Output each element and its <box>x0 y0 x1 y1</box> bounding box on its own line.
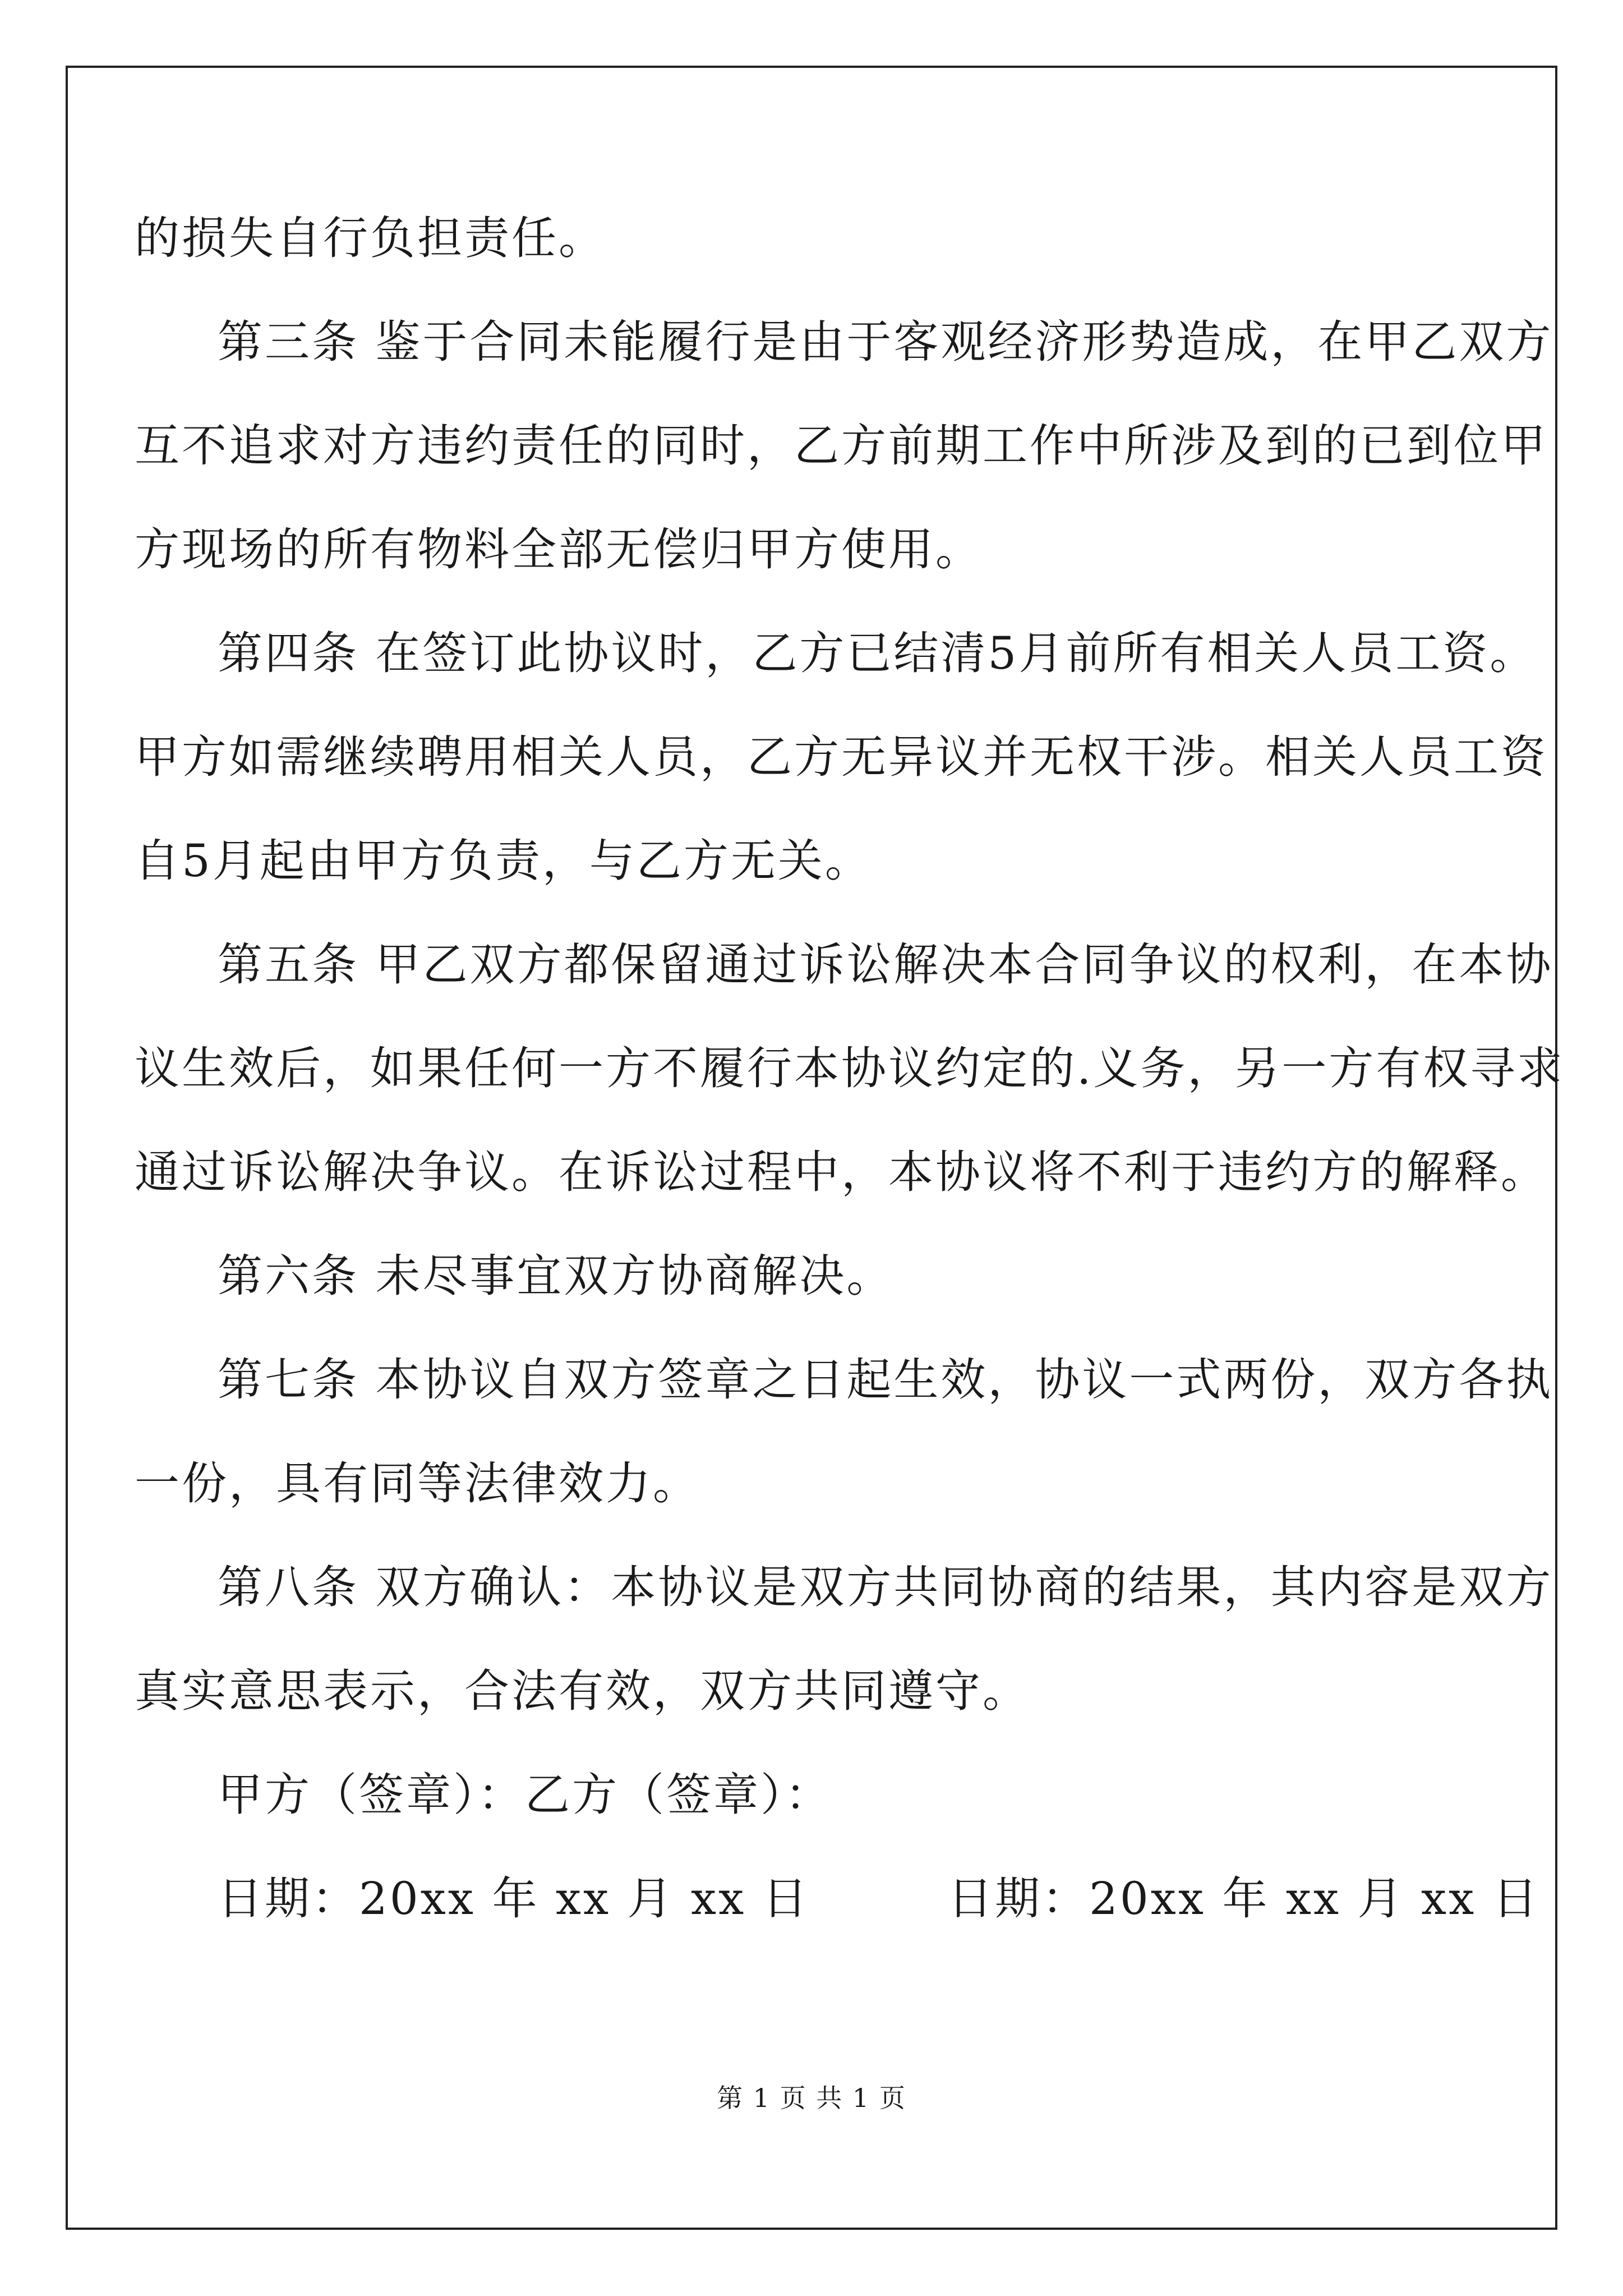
paragraph-line: 通过诉讼解决争议。在诉讼过程中，本协议将不利于违约方的解释。 <box>135 1146 1548 1198</box>
paragraph-line: 甲方如需继续聘用相关人员，乙方无异议并无权干涉。相关人员工资 <box>135 731 1548 783</box>
date-right: 日期：20xx 年 xx 月 xx 日 <box>948 1872 1540 1925</box>
paragraph-line: 一份，具有同等法律效力。 <box>135 1457 700 1510</box>
article-3-line: 第三条 鉴于合同未能履行是由于客观经济形势造成，在甲乙双方 <box>218 316 1553 368</box>
paragraph-line: 互不追求对方违约责任的同时，乙方前期工作中所涉及到的已到位甲 <box>135 420 1548 472</box>
signature-line: 甲方（签章）：乙方（签章）： <box>218 1769 832 1821</box>
article-8-line: 第八条 双方确认：本协议是双方共同协商的结果，其内容是双方 <box>218 1561 1553 1613</box>
article-4-line: 第四条 在签订此协议时，乙方已结清5月前所有相关人员工资。 <box>218 627 1537 679</box>
paragraph-line: 的损失自行负担责任。 <box>135 212 606 264</box>
article-7-line: 第七条 本协议自双方签章之日起生效，协议一式两份，双方各执 <box>218 1354 1553 1406</box>
paragraph-line: 议生效后，如果任何一方不履行本协议约定的.义务，另一方有权寻求 <box>135 1042 1565 1094</box>
date-left: 日期：20xx 年 xx 月 xx 日 <box>218 1872 810 1925</box>
paragraph-line: 自5月起由甲方负责，与乙方无关。 <box>135 835 872 887</box>
article-5-line: 第五条 甲乙双方都保留通过诉讼解决本合同争议的权利，在本协 <box>218 938 1553 991</box>
paragraph-line: 方现场的所有物料全部无偿归甲方使用。 <box>135 523 983 576</box>
page-footer: 第 1 页 共 1 页 <box>717 2083 906 2113</box>
paragraph-line: 真实意思表示，合法有效，双方共同遵守。 <box>135 1665 1030 1717</box>
article-6-line: 第六条 未尽事宜双方协商解决。 <box>218 1250 894 1302</box>
